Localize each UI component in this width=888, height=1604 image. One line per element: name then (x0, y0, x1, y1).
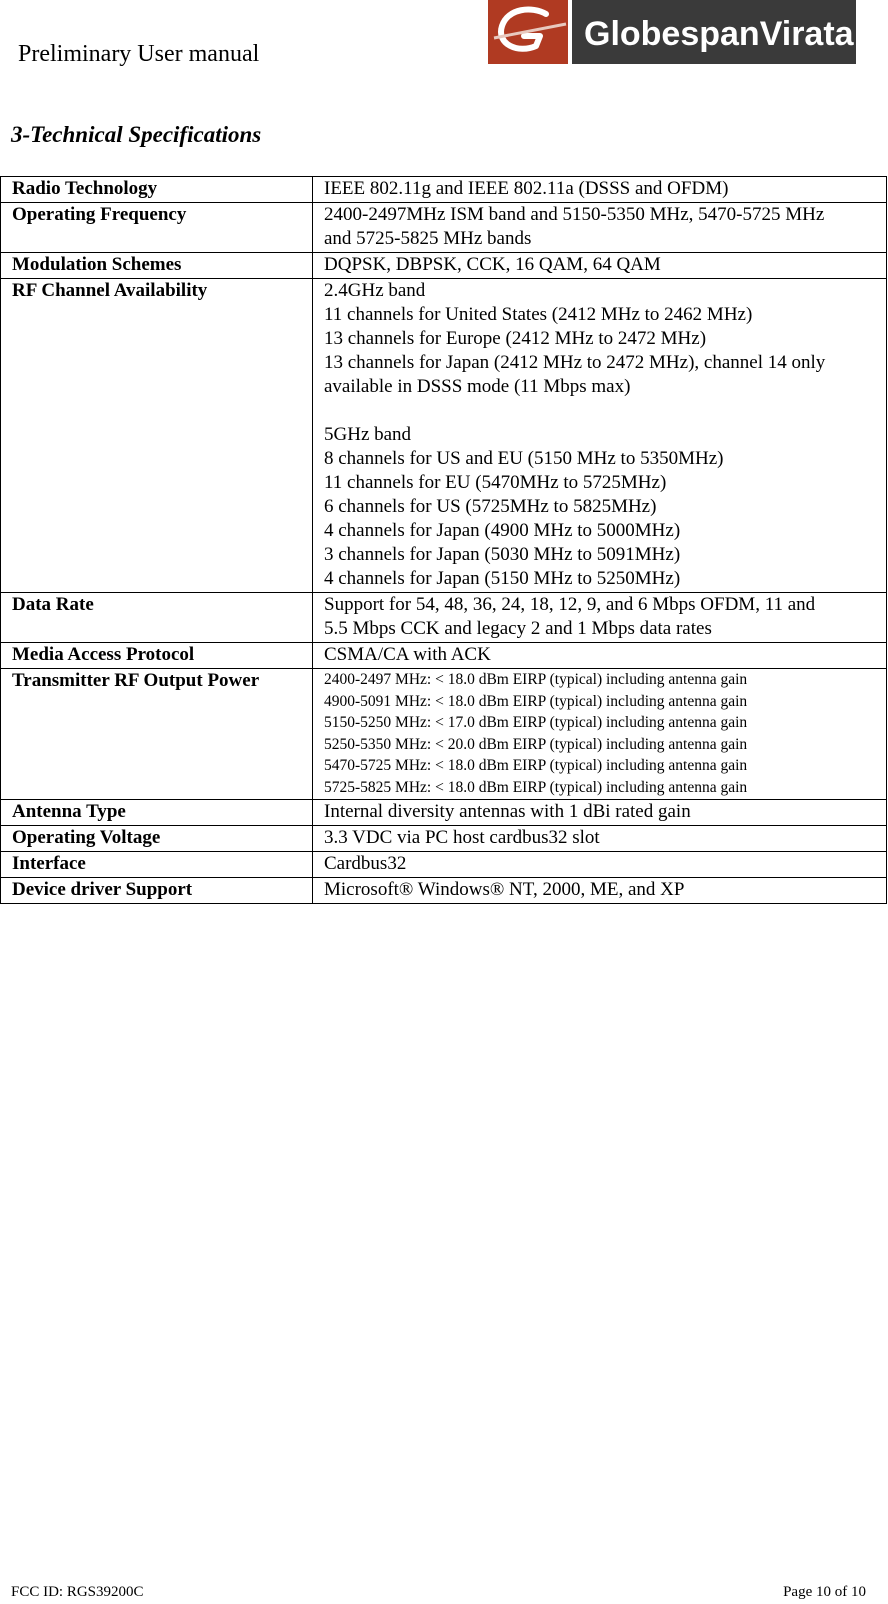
spec-value-line: 5.5 Mbps CCK and legacy 2 and 1 Mbps data rates (324, 618, 712, 639)
spec-value-line: 3 channels for Japan (5030 MHz to 5091MHz) (324, 544, 681, 565)
blank-line (324, 399, 875, 423)
spec-value-line: 4 channels for Japan (5150 MHz to 5250MHz) (324, 568, 681, 589)
spec-value-line: 2400-2497 MHz: < 18.0 dBm EIRP (typical) including antenna gain (324, 671, 748, 688)
spec-value-line: 4900-5091 MHz: < 18.0 dBm EIRP (typical) including antenna gain (324, 692, 748, 710)
document-header-title: Preliminary User manual (18, 41, 260, 67)
footer-page-number: Page 10 of 10 (783, 1584, 866, 1600)
technical-specifications-table (0, 176, 887, 904)
spec-value-line: Internal diversity antennas with 1 dBi rated gain (324, 801, 691, 822)
spec-value (313, 593, 887, 643)
spec-value (313, 177, 887, 203)
spec-value-line: 4 channels for Japan (4900 MHz to 5000MHz) (324, 520, 681, 541)
footer-fcc-id: FCC ID: RGS39200C (11, 1584, 144, 1600)
spec-label: Interface (1, 852, 313, 878)
band-heading: 2.4GHz band (324, 280, 426, 301)
spec-label: Antenna Type (1, 800, 313, 826)
logo-text: GlobespanVirata (584, 15, 854, 53)
spec-value-line: 13 channels for Europe (2412 MHz to 2472 MHz) (324, 328, 707, 349)
spec-value-line: Support for 54, 48, 36, 24, 18, 12, 9, and 6 Mbps OFDM, 11 and (324, 594, 816, 615)
spec-value (313, 852, 887, 878)
section-title: 3-Technical Specifications (11, 122, 262, 147)
spec-value-line: 2400-2497MHz ISM band and 5150-5350 MHz, 5470-5725 MHz (324, 204, 825, 225)
spec-value-line: DQPSK, DBPSK, CCK, 16 QAM, 64 QAM (324, 254, 661, 275)
spec-value (313, 253, 887, 279)
spec-value-line: 13 channels for Japan (2412 MHz to 2472 MHz), channel 14 only (324, 352, 826, 373)
spec-value-line: 11 channels for United States (2412 MHz to 2462 MHz) (324, 304, 753, 325)
spec-label: Transmitter RF Output Power (1, 669, 313, 800)
spec-value-line: and 5725-5825 MHz bands (324, 228, 532, 249)
spec-label: Operating Voltage (1, 826, 313, 852)
spec-row-data-rate (1, 593, 887, 643)
band-heading: 5GHz band (324, 424, 412, 445)
spec-value (313, 878, 887, 904)
spec-row-device-driver-support (1, 878, 887, 904)
spec-row-radio-technology (1, 177, 887, 203)
spec-value-line: 8 channels for US and EU (5150 MHz to 5350MHz) (324, 448, 724, 469)
spec-value (313, 643, 887, 669)
spec-row-operating-frequency (1, 203, 887, 253)
spec-label: Media Access Protocol (1, 643, 313, 669)
spec-row-media-access-protocol (1, 643, 887, 669)
spec-value (313, 826, 887, 852)
spec-row-operating-voltage (1, 826, 887, 852)
spec-value (313, 279, 887, 593)
spec-value (313, 203, 887, 253)
spec-value-line: 5150-5250 MHz: < 17.0 dBm EIRP (typical) including antenna gain (324, 714, 748, 731)
globespanvirata-logo (488, 0, 856, 66)
spec-value-line: 5725-5825 MHz: < 18.0 dBm EIRP (typical) including antenna gain (324, 778, 748, 796)
spec-value (313, 669, 887, 800)
spec-value-line: 11 channels for EU (5470MHz to 5725MHz) (324, 472, 667, 493)
spec-row-transmitter-rf-output-power (1, 669, 887, 800)
spec-label: Operating Frequency (1, 203, 313, 253)
spec-row-interface (1, 852, 887, 878)
spec-label: RF Channel Availability (1, 279, 313, 593)
spec-value-line: Microsoft® Windows® NT, 2000, ME, and XP (324, 879, 685, 900)
spec-value-line: IEEE 802.11g and IEEE 802.11a (DSSS and OFDM) (324, 178, 729, 199)
spec-row-rf-channel-availability (1, 279, 887, 593)
spec-label: Device driver Support (1, 878, 313, 904)
spec-label: Modulation Schemes (1, 253, 313, 279)
spec-label: Data Rate (1, 593, 313, 643)
spec-value-line: 5250-5350 MHz: < 20.0 dBm EIRP (typical) including antenna gain (324, 735, 748, 753)
spec-value-line: Cardbus32 (324, 853, 407, 874)
spec-value-line: 3.3 VDC via PC host cardbus32 slot (324, 827, 600, 848)
spec-row-antenna-type (1, 800, 887, 826)
spec-label: Radio Technology (1, 177, 313, 203)
spec-value-line: 5470-5725 MHz: < 18.0 dBm EIRP (typical) including antenna gain (324, 757, 748, 774)
spec-value-line: 6 channels for US (5725MHz to 5825MHz) (324, 496, 657, 517)
spec-value-line: CSMA/CA with ACK (324, 644, 491, 665)
spec-value-line: available in DSSS mode (11 Mbps max) (324, 376, 631, 397)
spec-value (313, 800, 887, 826)
spec-row-modulation-schemes (1, 253, 887, 279)
